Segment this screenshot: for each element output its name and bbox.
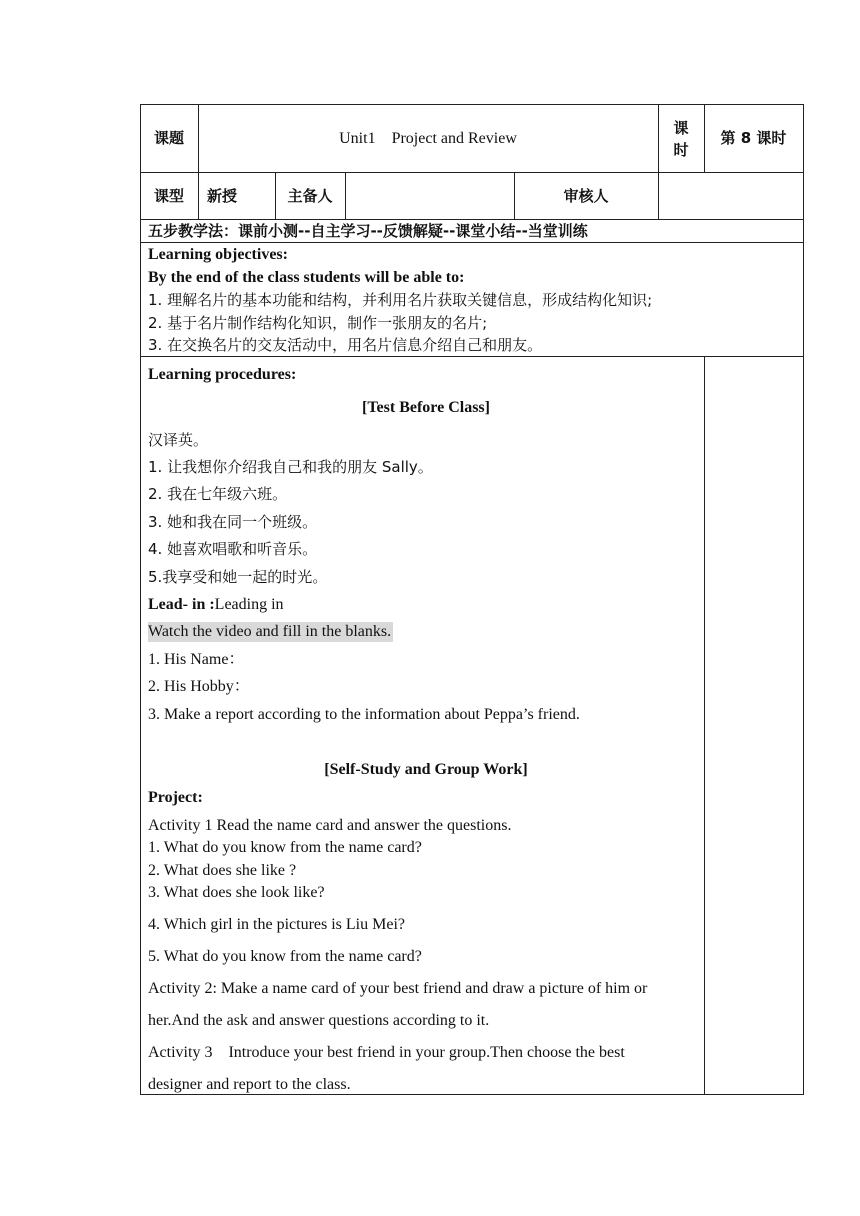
watch-instruction: Watch the video and fill in the blanks. xyxy=(148,623,392,640)
project-label: Project: xyxy=(148,789,203,806)
question-item: 1. What do you know from the name card? xyxy=(148,839,422,856)
review-label: 审核人 xyxy=(563,187,609,205)
translate-item: 1. 让我想你介绍我自己和我的朋友 Sally。 xyxy=(148,458,433,476)
objective-item: 1. 理解名片的基本功能和结构，并利用名片获取关键信息，形成结构化知识; xyxy=(148,291,653,309)
lead-in-label: Lead- in : xyxy=(148,596,215,613)
video-item: 2. His Hobby： xyxy=(148,678,250,695)
period-value: 第 8 课时 xyxy=(720,129,787,147)
topic-value: Unit1 Project and Review xyxy=(339,130,517,147)
type-label: 课型 xyxy=(153,187,184,205)
objectives-heading: Learning objectives: xyxy=(148,246,288,263)
objectives-intro: By the end of the class students will be able to: xyxy=(148,269,465,286)
video-item: 1. His Name： xyxy=(148,651,245,668)
table-border xyxy=(140,242,804,243)
question-item: 5. What do you know from the name card? xyxy=(148,948,422,965)
procedures-heading: Learning procedures: xyxy=(148,366,297,383)
teaching-method: 五步教学法：课前小测--自主学习--反馈解疑--课堂小结--当堂训练 xyxy=(148,222,588,240)
activity-1: Activity 1 Read the name card and answer the questions. xyxy=(148,817,512,834)
question-item: 2. What does she like ? xyxy=(148,862,297,879)
translate-item: 2. 我在七年级六班。 xyxy=(148,485,288,503)
prep-label: 主备人 xyxy=(287,187,333,205)
topic-label: 课题 xyxy=(153,129,184,147)
objective-item: 3. 在交换名片的交友活动中，用名片信息介绍自己和朋友。 xyxy=(148,336,543,354)
type-value: 新授 xyxy=(207,187,238,205)
table-border xyxy=(345,172,346,219)
table-border xyxy=(803,104,804,1095)
activity-2-line-1: Activity 2: Make a name card of your best friend and draw a picture of him or xyxy=(148,980,648,997)
self-study-title: [Self-Study and Group Work] xyxy=(324,761,528,778)
lead-in-value: Leading in xyxy=(214,596,284,613)
activity-3-line-2: designer and report to the class. xyxy=(148,1076,351,1093)
table-border xyxy=(198,172,199,219)
table-border xyxy=(658,104,659,172)
translate-label: 汉译英。 xyxy=(148,431,209,449)
objective-item: 2. 基于名片制作结构化知识，制作一张朋友的名片; xyxy=(148,314,488,332)
activity-2-line-2: her.And the ask and answer questions according to it. xyxy=(148,1012,490,1029)
table-border xyxy=(140,172,804,173)
table-border xyxy=(704,356,705,1094)
table-border xyxy=(140,219,804,220)
lead-in xyxy=(148,595,284,615)
table-border xyxy=(140,104,141,1095)
table-border xyxy=(658,172,659,219)
activity-3-line-1: Activity 3 Introduce your best friend in your group.Then choose the best xyxy=(148,1044,625,1061)
question-item: 3. What does she look like? xyxy=(148,884,325,901)
translate-item: 5.我享受和她一起的时光。 xyxy=(148,568,328,586)
period-label-1: 课 xyxy=(673,119,689,137)
translate-item: 3. 她和我在同一个班级。 xyxy=(148,513,318,531)
question-item: 4. Which girl in the pictures is Liu Mei? xyxy=(148,916,405,933)
video-item: 3. Make a report according to the information about Peppa’s friend. xyxy=(148,706,580,723)
translate-item: 4. 她喜欢唱歌和听音乐。 xyxy=(148,540,318,558)
period-label-2: 时 xyxy=(673,141,689,159)
test-before-class-title: [Test Before Class] xyxy=(362,399,490,416)
